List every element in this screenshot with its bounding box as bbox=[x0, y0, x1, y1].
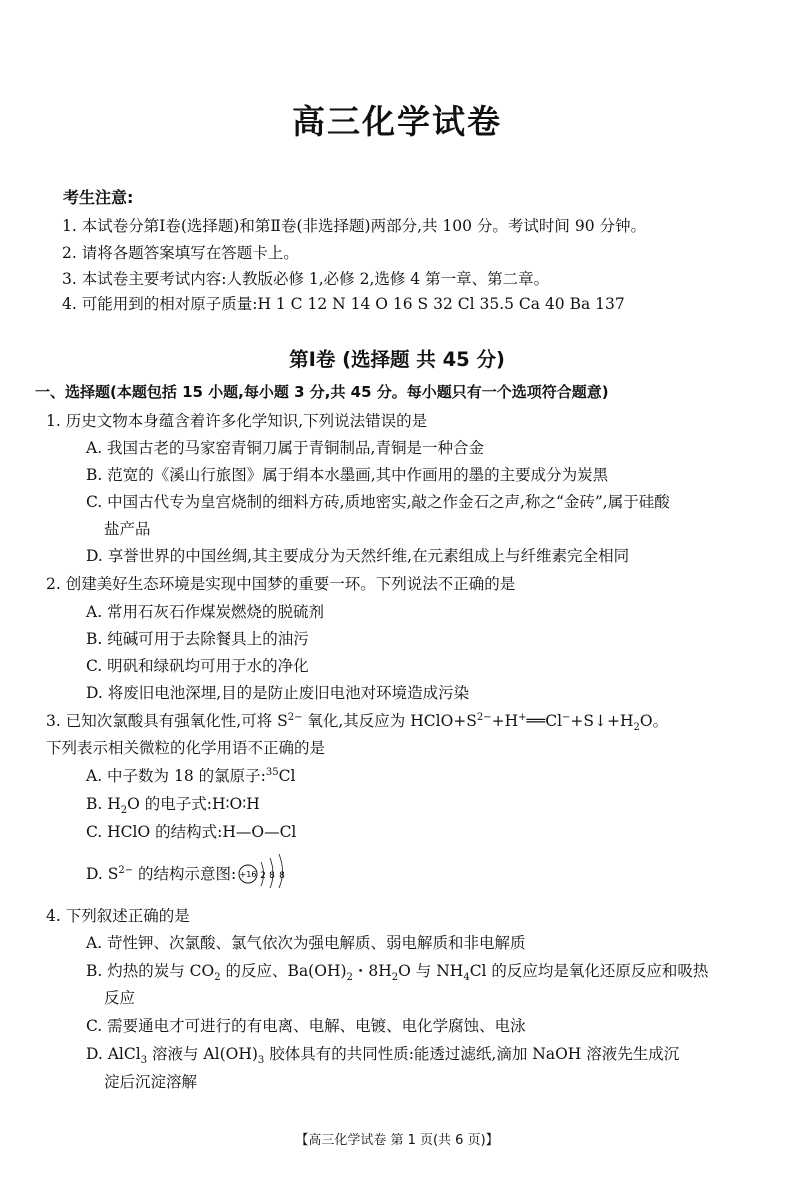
notice-heading: 考生注意: bbox=[63, 188, 134, 207]
question-4-option-d-cont: 淀后沉淀溶解 bbox=[104, 1073, 198, 1091]
question-2-option-c: C. 明矾和绿矾均可用于水的净化 bbox=[86, 657, 309, 675]
section-instruction: 一、选择题(本题包括 15 小题,每小题 3 分,共 45 分。每小题只有一个选项符合题意) bbox=[35, 383, 609, 401]
notice-item-3: 3. 本试卷主要考试内容:人教版必修 1,必修 2,选修 4 第一章、第二章。 bbox=[62, 270, 550, 288]
question-3-stem-cont: 下列表示相关微粒的化学用语不正确的是 bbox=[46, 739, 326, 757]
question-2-stem: 2. 创建美好生态环境是实现中国梦的重要一环。下列说法不正确的是 bbox=[46, 575, 516, 593]
question-4-option-a: A. 苛性钾、次氯酸、氯气依次为强电解质、弱电解质和非电解质 bbox=[86, 934, 526, 952]
notice-item-4: 4. 可能用到的相对原子质量:H 1 C 12 N 14 O 16 S 32 Cl 35.5 Ca 40 Ba 137 bbox=[62, 295, 625, 313]
page-footer: 【高三化学试卷 第 1 页(共 6 页)】 bbox=[295, 1133, 499, 1148]
question-3-stem: 3. 已知次氯酸具有强氧化性,可将 $S^{2-}$ 氧化,其反应为 $HClO+S^{2-}+H^+══Cl^-+S↓+H_2O$。 bbox=[46, 711, 669, 734]
sulfide-ion-structure-diagram bbox=[237, 848, 297, 888]
question-4-option-b: B. 灼热的炭与 $CO_2$ 的反应、$Ba(OH)_2$・$8H_2O$ 与 $NH_4Cl$ 的反应均是氧化还原反应和吸热 bbox=[86, 962, 709, 984]
question-4-option-d: D. AlCl$_3$ 溶液与 $Al(OH)_3$ 胶体具有的共同性质:能透过滤纸,滴加 NaOH 溶液先生成沉 bbox=[86, 1045, 680, 1067]
question-3-option-c: C. HClO 的结构式:H—O—Cl bbox=[86, 823, 297, 841]
question-1-option-b: B. 范宽的《溪山行旅图》属于绢本水墨画,其中作画用的墨的主要成分为炭黑 bbox=[86, 466, 609, 484]
question-1-stem: 1. 历史文物本身蕴含着许多化学知识,下列说法错误的是 bbox=[46, 412, 428, 430]
notice-item-1: 1. 本试卷分第Ⅰ卷(选择题)和第Ⅱ卷(非选择题)两部分,共 100 分。考试时间 90 分钟。 bbox=[62, 217, 647, 235]
question-3-option-a: A. 中子数为 18 的氯原子:$^{35}$Cl bbox=[86, 766, 296, 785]
shell-3-electrons: 8 bbox=[279, 871, 285, 881]
shell-1-electrons: 2 bbox=[260, 871, 266, 881]
question-1-option-a: A. 我国古老的马家窑青铜刀属于青铜制品,青铜是一种合金 bbox=[86, 439, 484, 457]
section-title: 第Ⅰ卷 (选择题 共 45 分) bbox=[289, 348, 505, 371]
notice-item-2: 2. 请将各题答案填写在答题卡上。 bbox=[62, 244, 299, 262]
question-1-option-c: C. 中国古代专为皇宫烧制的细料方砖,质地密实,敲之作金石之声,称之“金砖”,属于硅酸 bbox=[86, 493, 670, 511]
question-4-stem: 4. 下列叙述正确的是 bbox=[46, 907, 190, 925]
exam-title: 高三化学试卷 bbox=[292, 102, 502, 141]
question-4-option-b-cont: 反应 bbox=[104, 989, 136, 1007]
question-3-option-b: B. $H_2O$ 的电子式:H∶O∶H bbox=[86, 795, 260, 817]
shell-2-electrons: 8 bbox=[269, 871, 275, 881]
question-1-option-d: D. 享誉世界的中国丝绸,其主要成分为天然纤维,在元素组成上与纤维素完全相同 bbox=[86, 547, 630, 565]
question-4-option-c: C. 需要通电才可进行的有电离、电解、电镀、电化学腐蚀、电泳 bbox=[86, 1017, 526, 1035]
question-2-option-d: D. 将废旧电池深埋,目的是防止废旧电池对环境造成污染 bbox=[86, 684, 470, 702]
question-3-option-d: D. $S^{2-}$ 的结构示意图: bbox=[86, 864, 237, 883]
nucleus-charge: +16 bbox=[239, 870, 257, 879]
question-2-option-b: B. 纯碱可用于去除餐具上的油污 bbox=[86, 630, 309, 648]
question-1-option-c-cont: 盐产品 bbox=[104, 520, 151, 538]
question-2-option-a: A. 常用石灰石作煤炭燃烧的脱硫剂 bbox=[86, 603, 325, 621]
